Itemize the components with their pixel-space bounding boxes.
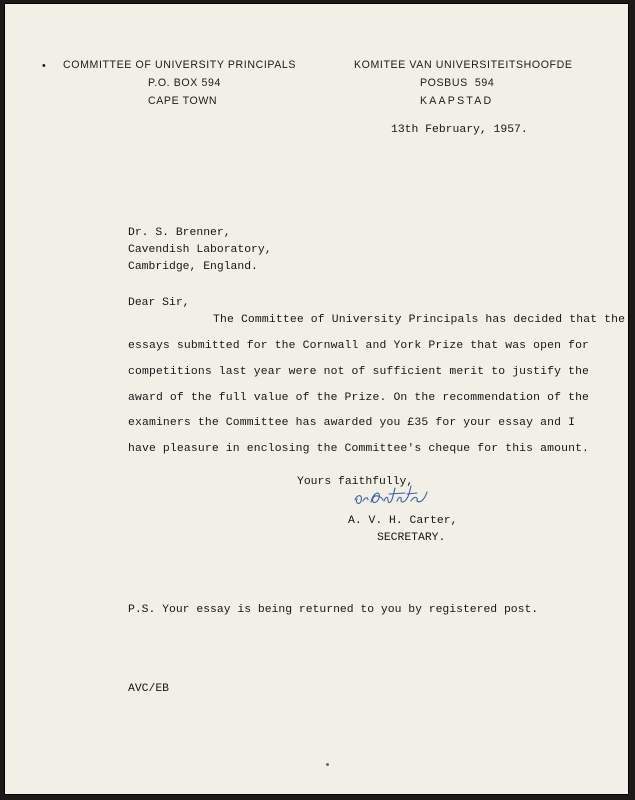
body-line: examiners the Committee has awarded you £35 for your essay and I (128, 417, 576, 429)
salutation: Dear Sir, (128, 297, 190, 309)
body-line: The Committee of University Principals has decided that the (213, 314, 626, 326)
letterhead-english-bullet: • (42, 60, 47, 72)
paper-mark-decoration (326, 763, 329, 766)
letterhead-english-org: COMMITTEE OF UNIVERSITY PRINCIPALS (63, 59, 297, 71)
letter-page (4, 3, 629, 795)
letterhead-afrikaans-city: KAAPSTAD (420, 95, 494, 107)
handwritten-signature (351, 482, 451, 514)
signatory-title: SECRETARY. (377, 532, 446, 544)
signatory-name: A. V. H. Carter, (348, 515, 458, 527)
letterhead-english-box: P.O. BOX 594 (148, 77, 221, 89)
letterhead-afrikaans-box: POSBUS 594 (420, 77, 495, 89)
body-line: essays submitted for the Cornwall and York Prize that was open for (128, 340, 590, 352)
letterhead-english-city: CAPE TOWN (148, 95, 218, 107)
closing: Yours faithfully, (297, 476, 414, 488)
letter-date: 13th February, 1957. (391, 124, 528, 136)
show-through-decoration (472, 133, 496, 186)
body-line: competitions last year were not of sufficient merit to justify the (128, 366, 590, 378)
body-line: have pleasure in enclosing the Committee's cheque for this amount. (128, 443, 590, 455)
recipient-institution: Cavendish Laboratory, (128, 244, 272, 256)
recipient-name: Dr. S. Brenner, (128, 227, 231, 239)
reference-initials: AVC/EB (128, 683, 170, 695)
postscript: P.S. Your essay is being returned to you by registered post. (128, 604, 539, 616)
recipient-location: Cambridge, England. (128, 261, 258, 273)
body-line: award of the full value of the Prize. On the recommendation of the (128, 392, 590, 404)
letterhead-afrikaans-org: KOMITEE VAN UNIVERSITEITSHOOFDE (354, 59, 573, 71)
